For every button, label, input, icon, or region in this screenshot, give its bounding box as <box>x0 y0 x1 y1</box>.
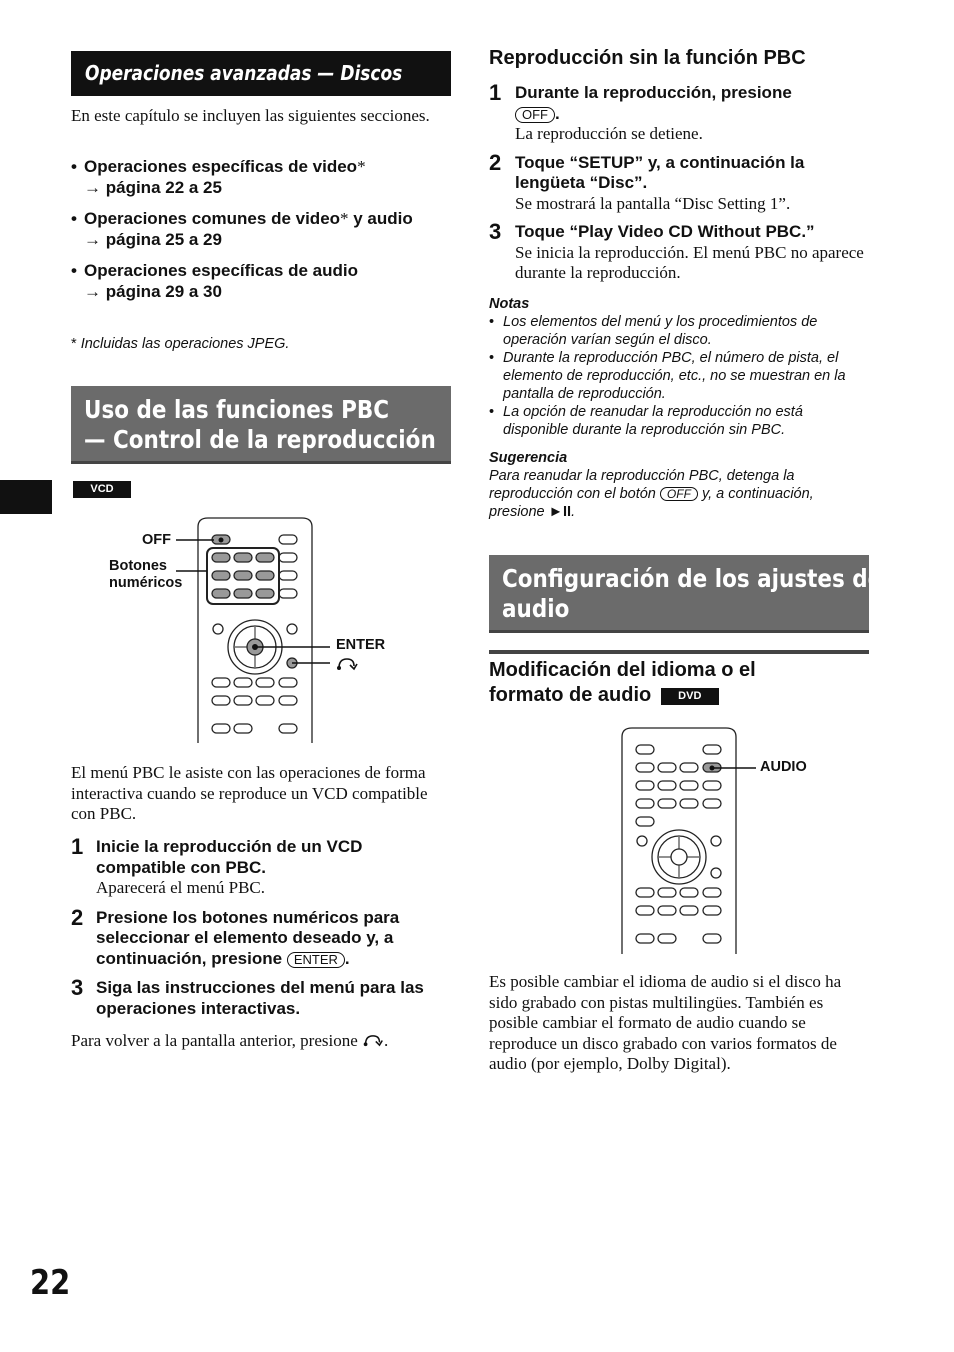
step-subtext: Se mostrará la pantalla “Disc Setting 1”. <box>515 193 791 213</box>
section-list-item-page: página 25 a 29 <box>105 229 222 249</box>
step-text: Durante la reproducción, presione <box>515 83 792 102</box>
tip-text: Para reanudar la reproducción PBC, detenga la reproducción con el botón OFF y, a continuación, presione ►II. <box>489 468 814 520</box>
pbc-title-line1: Uso de las funciones PBC <box>84 395 390 424</box>
step-text: Presione los botones numéricos para seleccionar el elemento deseado y, a continuación, presione <box>96 907 400 968</box>
no-pbc-steps <box>489 80 869 284</box>
step-item <box>71 975 451 1019</box>
section-list-item-title-tail: y audio <box>348 209 413 228</box>
play-pause-icon: ►II <box>548 504 572 520</box>
section-list-item: • Operaciones específicas de audio → página 29 a 30 <box>71 261 359 301</box>
step-number: 3 <box>489 219 502 244</box>
arrow-icon: → <box>84 281 101 301</box>
pbc-intro-text: El menú PBC le asiste con las operaciones de forma interactiva cuando se reproduce un VCD compatible con PBC. <box>71 763 428 823</box>
chapter-edge-tab <box>0 480 52 514</box>
intro-text: En este capítulo se incluyen las siguientes secciones. <box>71 106 430 125</box>
step-number: 2 <box>489 149 502 175</box>
step-item: 2 Presione los botones numéricos para seleccionar el elemento deseado y, a continuación, presione ENTER . <box>71 904 400 968</box>
section-list-item: • Operaciones específicas de video* → página 22 a 25 <box>71 157 366 197</box>
notes-title: Notas <box>489 296 530 312</box>
notes-block <box>489 295 869 439</box>
label-audio: AUDIO <box>760 759 807 775</box>
step-item <box>71 834 451 899</box>
vcd-badge: VCD <box>73 481 131 498</box>
asterisk-mark: * <box>340 209 349 228</box>
tip-title: Sugerencia <box>489 450 568 466</box>
label-enter: ENTER <box>336 637 386 653</box>
page-number: 22 <box>30 1263 71 1303</box>
step-text: Siga las instrucciones del menú para las operaciones interactivas. <box>96 978 424 1018</box>
audio-description: Es posible cambiar el idioma de audio si el disco ha sido grabado con pistas multilingües. También es posible cambiar el formato de audio cuando se reproduce un disco grabado con varios formatos de audio (por ejemplo, Dolby Digital). <box>489 972 842 1073</box>
section-list-item-page: página 29 a 30 <box>105 281 222 301</box>
return-instruction: Para volver a la pantalla anterior, presione . <box>71 1031 389 1050</box>
step-subtext: Aparecerá el menú PBC. <box>96 878 265 897</box>
step-number: 3 <box>71 975 84 1000</box>
step-item: 1 Durante la reproducción, presione OFF . La reproducción se detiene. <box>489 83 869 145</box>
return-icon <box>362 1034 384 1047</box>
section-header-title: Operaciones avanzadas — Discos <box>85 61 403 85</box>
off-button-ref: OFF <box>515 107 555 123</box>
section-list-item-page: página 22 a 25 <box>105 177 222 197</box>
dvd-badge: DVD <box>661 688 719 705</box>
off-button-ref: OFF <box>660 487 698 501</box>
step-number: 1 <box>489 80 502 105</box>
tip-block <box>489 449 869 521</box>
footnote: * Incluidas las operaciones JPEG. <box>71 336 290 352</box>
audio-title-line1: Configuración de los ajustes de <box>502 564 883 593</box>
section-list-item-title: Operaciones específicas de audio <box>84 261 359 280</box>
step-number: 1 <box>71 834 84 859</box>
step-text: Toque “SETUP” y, a continuación la lengüeta “Disc”. <box>515 152 805 192</box>
label-numeric-buttons: Botones numéricos <box>109 558 183 591</box>
return-icon <box>336 657 358 671</box>
section-list-item-title: Operaciones específicas de video <box>84 157 358 176</box>
step-text: Toque “Play Video CD Without PBC.” <box>515 222 815 241</box>
heading-rule <box>489 650 869 654</box>
asterisk-mark: * <box>357 157 366 176</box>
pbc-section-title <box>71 386 451 464</box>
arrow-icon: → <box>84 177 101 197</box>
step-subtext: La reproducción se detiene. <box>515 124 703 143</box>
audio-title-line2: audio <box>502 594 570 623</box>
arrow-icon: → <box>84 229 101 249</box>
note-item: • Durante la reproducción PBC, el número de pista, el elemento de reproducción, etc., no se muestran en la pantalla de reproducción. <box>489 349 869 403</box>
section-list <box>71 157 451 302</box>
pbc-steps <box>71 834 451 1019</box>
pbc-title-line2: — Control de la reproducción <box>84 425 436 454</box>
section-list-item: • Operaciones comunes de video* y audio → página 25 a 29 <box>71 209 413 249</box>
step-item <box>489 149 869 215</box>
step-subtext: Se inicia la reproducción. El menú PBC no aparece durante la reproducción. <box>515 242 864 282</box>
audio-section-title <box>489 555 883 633</box>
mod-heading: Modificación del idioma o el formato de audio DVD <box>489 659 756 706</box>
step-text: Inicie la reproducción de un VCD compatible con PBC. <box>96 837 363 877</box>
note-item: • Los elementos del menú y los procedimientos de operación varían según el disco. <box>489 313 869 349</box>
section-list-item-title: Operaciones comunes de video <box>84 209 341 228</box>
note-item: • La opción de reanudar la reproducción no está disponible durante la reproducción sin PBC. <box>489 403 869 439</box>
label-off: OFF <box>142 532 171 548</box>
step-item <box>489 219 869 284</box>
remote-control-illustration <box>100 515 400 745</box>
subheading-no-pbc: Reproducción sin la función PBC <box>489 47 806 69</box>
section-header <box>71 51 451 96</box>
enter-button-ref: ENTER <box>287 952 345 968</box>
step-number: 2 <box>71 904 84 930</box>
